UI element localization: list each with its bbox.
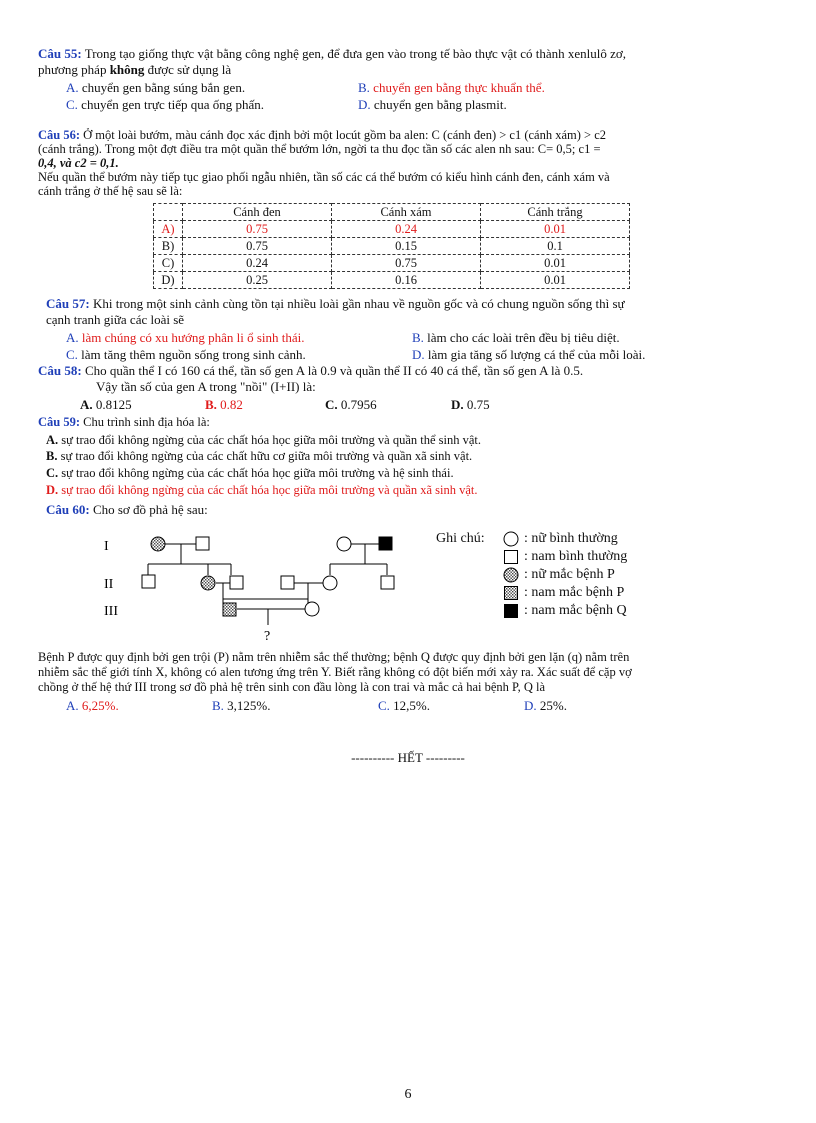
table-header-row: [154, 204, 630, 221]
female-normal: [323, 576, 337, 590]
option-a[interactable]: A. 6,25%.: [66, 698, 119, 713]
square-open-icon: [503, 549, 519, 565]
question-text-2: Vậy tần số của gen A trong "nồi" (I+II) là:: [96, 379, 316, 394]
male-normal: [142, 575, 155, 588]
legend-title: Ghi chú:: [436, 531, 485, 546]
circle-open-icon: [503, 531, 519, 547]
male-normal: [230, 576, 243, 589]
option-c[interactable]: C. 12,5%.: [378, 698, 431, 713]
table-cell: 0.01: [481, 221, 630, 238]
end-marker: ---------- HẾT ---------: [351, 750, 465, 765]
table-cell: D): [154, 272, 183, 289]
pedigree-legend: [436, 530, 627, 620]
legend-label: : nữ mắc bệnh P: [524, 567, 615, 582]
table-row[interactable]: [154, 255, 630, 272]
table-row[interactable]: [154, 221, 630, 238]
question-text-5: cánh trắng ở thế hệ sau sẽ là:: [38, 184, 183, 198]
female-affected-p: [151, 537, 165, 551]
option-a[interactable]: A. chuyển gen bằng súng bắn gen.: [66, 80, 246, 95]
question-text: Cho quần thể I có 160 cá thể, tần số gen A là 0.9 và quần thể II có 40 cá thể, tần số gen A là 0.5.: [81, 363, 584, 378]
option-b[interactable]: B. chuyển gen bằng thực khuẩn thể.: [358, 80, 545, 95]
table-cell: 0.1: [481, 238, 630, 255]
legend-label: : nam mắc bệnh P: [524, 585, 625, 600]
female-affected-p: [201, 576, 215, 590]
table-cell: C): [154, 255, 183, 272]
legend-label: : nam mắc bệnh Q: [524, 603, 627, 618]
male-affected-q: [379, 537, 392, 550]
question-number: Câu 56:: [38, 128, 81, 142]
generation-label-ii: II: [104, 577, 114, 592]
table-cell: 0.25: [183, 272, 332, 289]
frequency-values: 0,4, và c2 = 0,1.: [38, 156, 119, 170]
phenotype-table: [153, 203, 630, 289]
question-57: [46, 296, 786, 328]
table-cell: A): [154, 221, 183, 238]
question-55: [38, 46, 778, 78]
option-a[interactable]: A. sự trao đổi không ngừng của các chất hóa học giữa môi trường và quần thể sinh vật.: [46, 433, 481, 447]
table-cell: 0.15: [332, 238, 481, 255]
paragraph-line: nhiễm sắc thể giới tính X, không có alen tương ứng trên Y. Biết rằng không có đột biến mới xảy ra. Xác suất để cặp vợ: [38, 665, 632, 679]
question-number: Câu 57:: [46, 296, 90, 311]
paragraph-line: Bệnh P được quy định bởi gen trội (P) nằm trên nhiễm sắc thể thường; bệnh Q được quy định bởi gen lặn (q) nằm trên: [38, 650, 630, 664]
table-cell: 0.24: [332, 221, 481, 238]
table-row[interactable]: [154, 272, 630, 289]
question-56: [38, 128, 778, 198]
square-hatched-icon: [503, 585, 519, 601]
question-number: Câu 60:: [46, 502, 90, 517]
table-header: Cánh xám: [332, 204, 481, 221]
male-affected-p: [223, 603, 236, 616]
question-text: Trong tạo giống thực vật bằng công nghệ gen, để đưa gen vào trong tế bào thực vật có thành xenlulô zơ,: [81, 46, 626, 61]
legend-label: : nữ bình thường: [524, 531, 618, 546]
question-60: [46, 502, 786, 518]
question-60-paragraph: [38, 650, 778, 695]
question-text-2: cạnh tranh giữa các loài sẽ: [46, 312, 185, 327]
option-d[interactable]: D. sự trao đổi không ngừng của các chất hóa học giữa môi trường và quần xã sinh vật.: [46, 483, 478, 497]
table-cell: 0.75: [183, 238, 332, 255]
option-d[interactable]: D. làm gia tăng số lượng cá thể của mỗi loài.: [412, 347, 646, 362]
circle-hatched-icon: [503, 567, 519, 583]
question-58: [38, 363, 778, 395]
option-b[interactable]: B. 0.82: [205, 397, 243, 412]
table-cell: 0.01: [481, 255, 630, 272]
question-text: Chu trình sinh địa hóa là:: [80, 415, 210, 429]
unknown-child-mark: ?: [264, 629, 271, 644]
option-b[interactable]: B. làm cho các loài trên đều bị tiêu diệt.: [412, 330, 620, 345]
option-d[interactable]: D. 0.75: [451, 397, 490, 412]
legend-row: [436, 530, 627, 548]
table-cell: 0.16: [332, 272, 481, 289]
emphasis-word: không: [109, 62, 145, 77]
female-normal: [337, 537, 351, 551]
legend-row: [436, 584, 627, 602]
legend-row: [436, 602, 627, 620]
option-a[interactable]: A. làm chúng có xu hướng phân li ổ sinh thái.: [66, 330, 305, 345]
question-text-2: (cánh trắng). Trong một đợt điều tra một quần thể bướm lớn, ngời ta thu đọc tần số các alen nh sau: C= 0,5; c1 =: [38, 142, 601, 156]
legend-row: [436, 548, 627, 566]
table-header: [154, 204, 183, 221]
generation-label-iii: III: [104, 604, 118, 619]
female-normal: [305, 602, 319, 616]
male-normal: [381, 576, 394, 589]
legend-row: [436, 566, 627, 584]
paragraph-line: chồng ở thế hệ thứ III trong sơ đồ phả hệ trên sinh con đầu lòng là con trai và mắc cả hai bệnh P, Q là: [38, 680, 546, 694]
question-text-cont2: được sử dụng là: [144, 62, 232, 77]
question-text-cont: phương pháp: [38, 62, 110, 77]
legend-label: : nam bình thường: [524, 549, 628, 564]
question-text: Ở một loài bướm, màu cánh đọc xác định bởi một locút gồm ba alen: C (cánh đen) > c1 (cánh xám) > c2: [80, 128, 606, 142]
pedigree-chart: [100, 528, 410, 646]
question-number: Câu 58:: [38, 363, 82, 378]
table-header: Cánh trắng: [481, 204, 630, 221]
option-d[interactable]: D. 25%.: [524, 698, 567, 713]
option-b[interactable]: B. 3,125%.: [212, 698, 271, 713]
option-c[interactable]: C. 0.7956: [325, 397, 377, 412]
option-c[interactable]: C. sự trao đổi không ngừng của các chất hóa học giữa môi trường và hệ sinh thái.: [46, 466, 454, 480]
table-header: Cánh đen: [183, 204, 332, 221]
question-59: [38, 414, 778, 430]
option-c[interactable]: C. chuyển gen trực tiếp qua ống phấn.: [66, 97, 265, 112]
table-cell: 0.01: [481, 272, 630, 289]
option-d[interactable]: D. chuyển gen bằng plasmit.: [358, 97, 507, 112]
option-c[interactable]: C. làm tăng thêm nguồn sống trong sinh cảnh.: [66, 347, 306, 362]
question-number: Câu 59:: [38, 415, 81, 429]
option-b[interactable]: B. sự trao đổi không ngừng của các chất hữu cơ giữa môi trường và quần xã sinh vật.: [46, 449, 473, 463]
table-cell: 0.24: [183, 255, 332, 272]
square-filled-icon: [503, 603, 519, 619]
question-text: Khi trong một sinh cảnh cùng tồn tại nhiều loài gần nhau về nguồn gốc và có chung nguồn sống thì sự: [89, 296, 625, 311]
option-a[interactable]: A. 0.8125: [80, 397, 132, 412]
page-number: 6: [404, 1087, 412, 1102]
question-text-4: Nếu quần thể bướm này tiếp tục giao phối ngẫu nhiên, tần số các cá thể bướm có kiểu hình cánh đen, cánh xám và: [38, 170, 610, 184]
table-cell: B): [154, 238, 183, 255]
table-cell: 0.75: [332, 255, 481, 272]
question-number: Câu 55:: [38, 46, 82, 61]
table-cell: 0.75: [183, 221, 332, 238]
table-row[interactable]: [154, 238, 630, 255]
question-text: Cho sơ đồ phả hệ sau:: [89, 502, 208, 517]
generation-label-i: I: [104, 539, 109, 554]
male-normal: [196, 537, 209, 550]
male-normal: [281, 576, 294, 589]
